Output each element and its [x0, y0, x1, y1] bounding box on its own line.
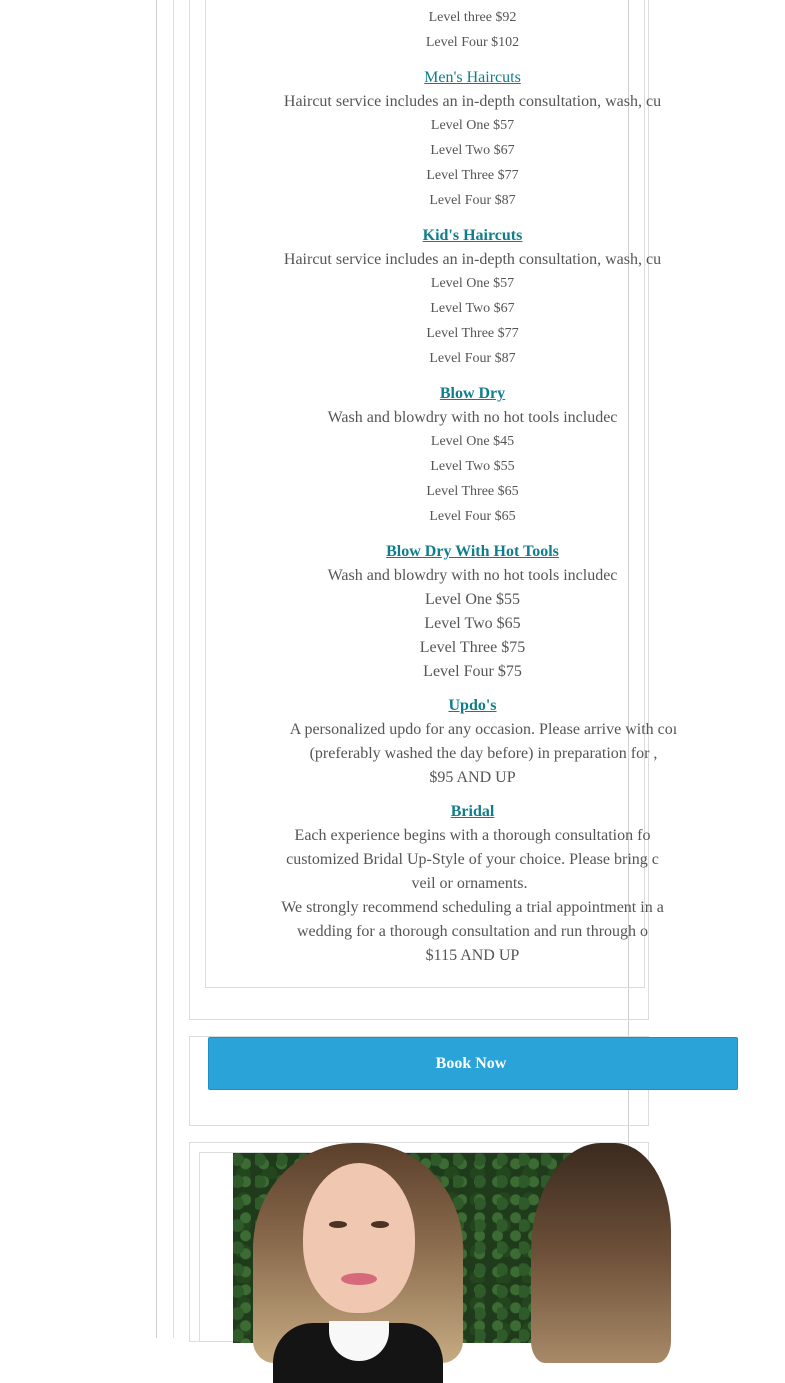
- price-line: Level Four $65: [429, 509, 516, 524]
- price-line: Level Two $67: [430, 143, 515, 158]
- service-description: Each experience begins with a thorough consultation fo: [294, 827, 651, 844]
- updos-heading[interactable]: Updo's: [448, 697, 497, 714]
- face: [303, 1163, 415, 1313]
- price-line: Level Three $65: [426, 484, 519, 499]
- price-line: Level three $92: [428, 10, 517, 25]
- hair-right: [531, 1143, 671, 1363]
- price-line: Level Two $55: [430, 459, 515, 474]
- price-line: Level Three $77: [426, 326, 519, 341]
- price-line: $115 AND UP: [425, 947, 520, 964]
- price-line: Level One $57: [430, 276, 515, 291]
- book-now-label: Book Now: [435, 1054, 507, 1072]
- stylists-photo: [233, 1153, 633, 1343]
- service-description: Haircut service includes an in-depth consultation, wash, cu: [283, 93, 662, 110]
- price-line: Level One $45: [430, 434, 515, 449]
- service-description: (preferably washed the day before) in preparation for ,: [309, 745, 658, 762]
- price-line: Level Three $75: [419, 639, 526, 656]
- service-description: customized Bridal Up-Style of your choice. Please bring c: [286, 851, 659, 868]
- price-line: Level Four $87: [429, 193, 516, 208]
- service-description: Haircut service includes an in-depth consultation, wash, cu: [283, 251, 662, 268]
- price-line: Level Two $67: [430, 301, 515, 316]
- mens-haircuts-heading[interactable]: Men's Haircuts: [424, 69, 521, 86]
- service-description: wedding for a thorough consultation and run through o: [296, 923, 649, 940]
- eye-left: [329, 1221, 347, 1228]
- price-line: Level Four $102: [425, 35, 520, 50]
- lips: [341, 1273, 377, 1285]
- price-line: Level Two $65: [424, 615, 521, 632]
- service-description: veil or ornaments.: [411, 875, 528, 892]
- price-line: Level One $57: [430, 118, 515, 133]
- price-line: Level Four $75: [423, 663, 522, 680]
- kids-haircuts-heading[interactable]: Kid's Haircuts: [422, 227, 523, 244]
- price-line: Level Four $87: [429, 351, 516, 366]
- price-line: Level One $55: [424, 591, 521, 608]
- book-now-button[interactable]: [208, 1037, 738, 1090]
- blow-dry-heading[interactable]: Blow Dry: [439, 385, 506, 402]
- service-description: We strongly recommend scheduling a trial appointment in a: [281, 899, 664, 916]
- eye-right: [371, 1221, 389, 1228]
- service-description: Wash and blowdry with no hot tools includec: [327, 409, 618, 426]
- service-description: Wash and blowdry with no hot tools includec: [327, 567, 618, 584]
- price-line: $95 AND UP: [429, 769, 516, 786]
- service-description: A personalized updo for any occasion. Please arrive with coı: [289, 721, 678, 738]
- blow-dry-hot-tools-heading[interactable]: Blow Dry With Hot Tools: [386, 543, 559, 560]
- bridal-heading[interactable]: Bridal: [450, 803, 495, 820]
- price-line: Level Three $77: [426, 168, 519, 183]
